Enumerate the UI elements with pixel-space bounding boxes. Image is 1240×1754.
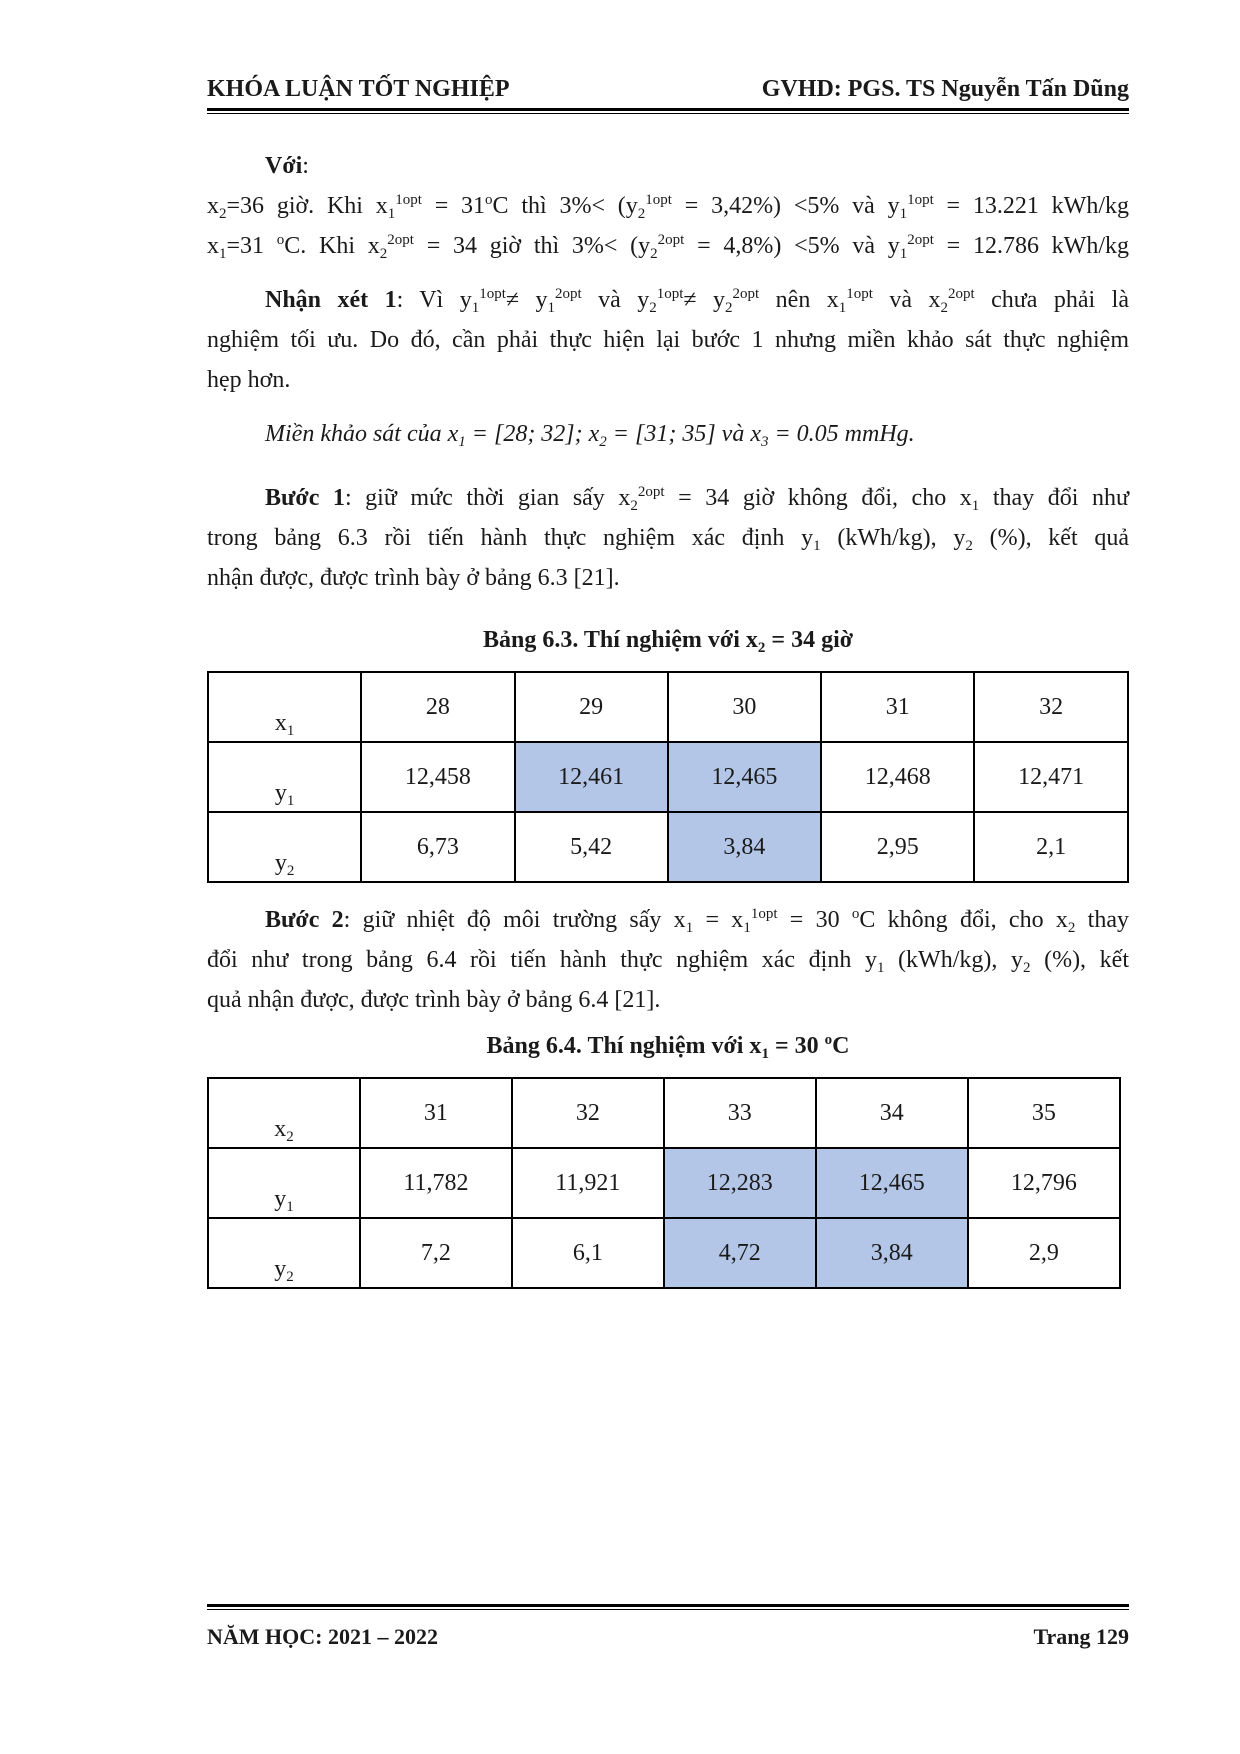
table64-cell-highlighted: 4,72 (664, 1218, 816, 1288)
table64-cell: 11,921 (512, 1148, 664, 1218)
footer-rule-thin (207, 1609, 1129, 1610)
table64-label-y2: $y_2$ (208, 1218, 360, 1288)
table64-caption: Bảng 6.4. Thí nghiệm với $x_1 = 30$ $^o$C (486, 1032, 850, 1062)
table-6-4 (207, 1077, 1121, 1289)
table63-cell: 32 (974, 672, 1128, 742)
table64-cell: 12,796 (968, 1148, 1120, 1218)
table64-cell: 31 (360, 1078, 512, 1148)
table64-label-y1: $y_1$ (208, 1148, 360, 1218)
table63-row-y2 (208, 812, 1128, 882)
table64-cell: 2,9 (968, 1218, 1120, 1288)
header-rule-thick (207, 108, 1129, 111)
header-advisor: GVHD: PGS. TS Nguyễn Tấn Dũng (761, 76, 1129, 102)
table64-label-x2: $x_2$ (208, 1078, 360, 1148)
table63-cell: 2,1 (974, 812, 1128, 882)
table-6-3 (207, 671, 1129, 883)
step1-line-3: nhận được, được trình bày ở bảng 6.3 [21]. (207, 565, 620, 591)
table63-cell-highlighted: 12,461 (515, 742, 668, 812)
table64-cell: 6,1 (512, 1218, 664, 1288)
footer-rule-thick (207, 1604, 1129, 1607)
table63-cell: 29 (515, 672, 668, 742)
table63-cell: 12,458 (361, 742, 514, 812)
table64-row-y2 (208, 1218, 1120, 1288)
table63-caption: Bảng 6.3. Thí nghiệm với $x_2 = 34$ giờ (482, 627, 854, 656)
table63-label-y1: $y_1$ (208, 742, 361, 812)
table64-cell-highlighted: 3,84 (816, 1218, 968, 1288)
table63-cell-highlighted: 3,84 (668, 812, 821, 882)
step2-line-3: quả nhận được, được trình bày ở bảng 6.4 [21]. (207, 987, 661, 1013)
survey-range: Miền khảo sát của $x_1 = [28$; 32]; $x_2 = [31$; 35] và $x_3 = 0.05$ mmHg. (265, 421, 915, 450)
table63-row-y1 (208, 742, 1128, 812)
table64-cell: 33 (664, 1078, 816, 1148)
table63-cell: 30 (668, 672, 821, 742)
step1-label: Bước 1 (265, 485, 345, 511)
table63-cell: 31 (821, 672, 974, 742)
step1-line-2: trong bảng 6.3 rồi tiến hành thực nghiệm xác định $y_1$ (kWh/kg), $y_2$ (%), kết quả (207, 525, 1129, 554)
page-header (207, 76, 1129, 112)
table63-cell: 6,73 (361, 812, 514, 882)
header-rule-thin (207, 113, 1129, 114)
condition-line-b: $x_1=31$ $^o$C. Khi $x_2^{2opt} = 34$ giờ thì $3\%< (y_2^{2opt} = 4,8\%) <5\%$ và $y_1^{2opt} = 12.786$ kWh/kg (207, 232, 1130, 262)
table64-cell: 35 (968, 1078, 1120, 1148)
table63-label-x1: $x_1$ (208, 672, 361, 742)
remark-line-3: hẹp hơn. (207, 367, 291, 393)
table64-row-x2 (208, 1078, 1120, 1148)
step2-line-2: đổi như trong bảng 6.4 rồi tiến hành thực nghiệm xác định $y_1$ (kWh/kg), $y_2$ (%), kết (207, 947, 1129, 976)
table64-cell: 34 (816, 1078, 968, 1148)
table63-cell: 12,468 (821, 742, 974, 812)
table63-cell: 5,42 (515, 812, 668, 882)
step2-label: Bước 2 (265, 907, 344, 933)
with-label-line: Với: (265, 153, 309, 179)
table64-cell: 11,782 (360, 1148, 512, 1218)
table64-cell-highlighted: 12,465 (816, 1148, 968, 1218)
remark-line-1: Nhận xét 1: Vì $y_1^{1opt}\ne y_1^{2opt}$ và $y_2^{1opt}\ne y_2^{2opt}$ nên $x_1^{1opt}$ và $x_2^{2opt}$ chưa phải là (265, 286, 1129, 316)
remark-line-2: nghiệm tối ưu. Do đó, cần phải thực hiện lại bước 1 nhưng miền khảo sát thực nghiệm (207, 327, 1129, 353)
table64-cell: 7,2 (360, 1218, 512, 1288)
table63-label-y2: $y_2$ (208, 812, 361, 882)
table64-cell: 32 (512, 1078, 664, 1148)
table63-cell: 28 (361, 672, 514, 742)
with-label: Với (265, 153, 303, 179)
table63-cell: 2,95 (821, 812, 974, 882)
page-number: Trang 129 (1033, 1624, 1129, 1649)
condition-line-a: $x_2=36$ giờ. Khi $x_1^{1opt} = 31^oC$ thì $3\%< (y_2^{1opt} = 3,42\%) <5\%$ và $y_1^{1opt} = 13.221$ kWh/kg (207, 192, 1129, 222)
footer-academic-year: NĂM HỌC: 2021 – 2022 (207, 1624, 438, 1649)
remark-label: Nhận xét 1 (265, 287, 397, 313)
table63-cell: 12,471 (974, 742, 1128, 812)
table64-cell-highlighted: 12,283 (664, 1148, 816, 1218)
header-title: KHÓA LUẬN TỐT NGHIỆP (207, 76, 510, 102)
step2-line-1: Bước 2: giữ nhiệt độ môi trường sấy $x_1 = x_1^{1opt} = 30$ $^o$C không đổi, cho $x_2$ thay (265, 906, 1129, 936)
table64-row-y1 (208, 1148, 1120, 1218)
step1-line-1: Bước 1: giữ mức thời gian sấy $x_2^{2opt} = 34$ giờ không đổi, cho $x_1$ thay đổi như (265, 484, 1130, 514)
table63-row-x1 (208, 672, 1128, 742)
table63-cell-highlighted: 12,465 (668, 742, 821, 812)
